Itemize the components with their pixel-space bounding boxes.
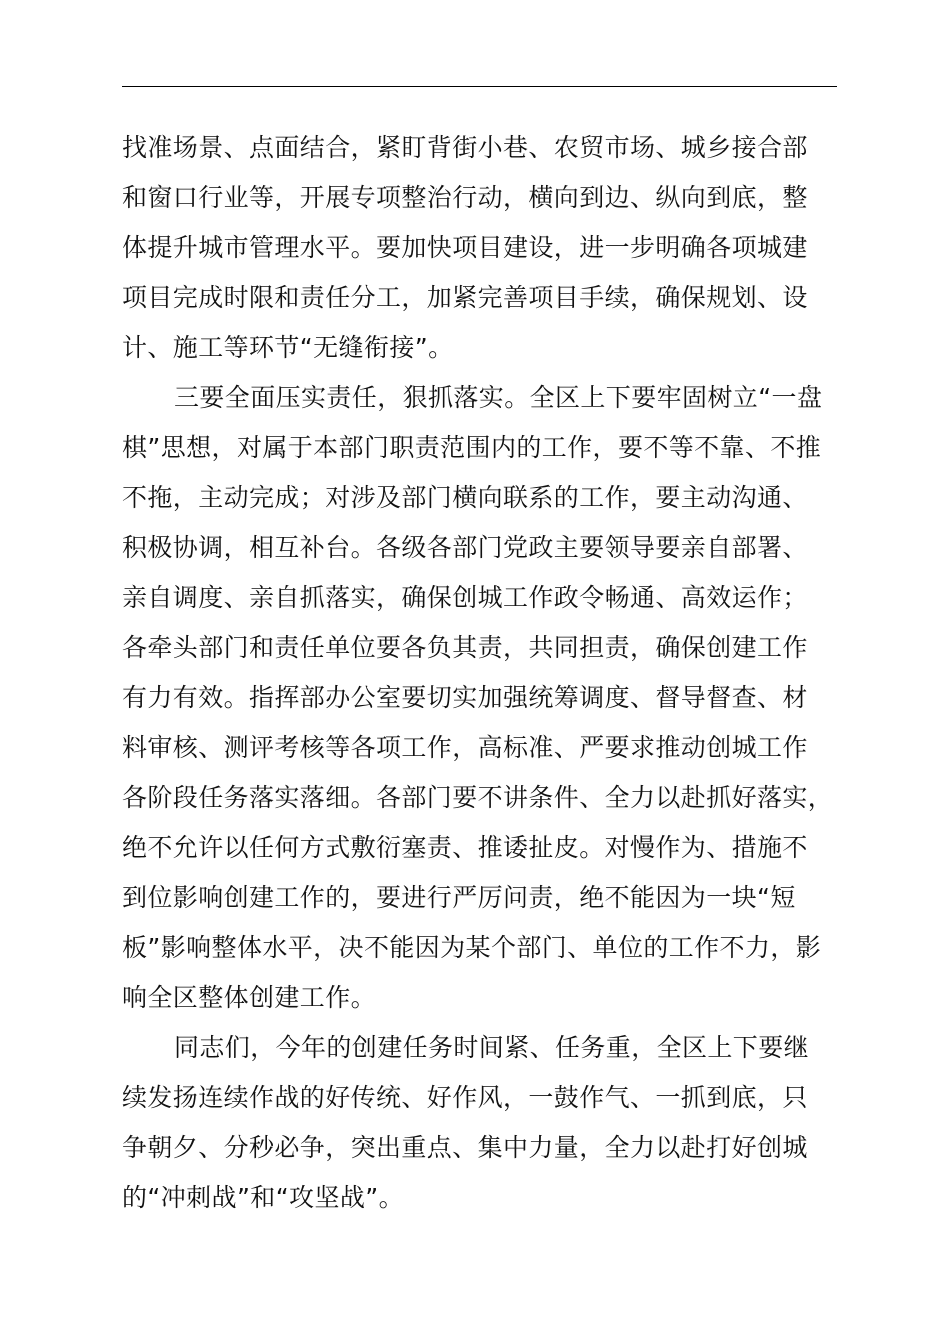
text-line: 找准场景、点面结合，紧盯背街小巷、农贸市场、城乡接合部 xyxy=(122,133,808,162)
text-line: 体提升城市管理水平。要加快项目建设，进一步明确各项城建 xyxy=(122,233,808,262)
text-line: 料审核、测评考核等各项工作，高标准、严要求推动创城工作 xyxy=(122,733,808,762)
header-rule xyxy=(122,86,837,87)
text-line: 各牵头部门和责任单位要各负其责，共同担责，确保创建工作 xyxy=(122,633,808,662)
text-line: 的“冲刺战”和“攻坚战”。 xyxy=(122,1183,405,1212)
paragraph-1 xyxy=(122,123,862,373)
text-line: 各阶段任务落实落细。各部门要不讲条件、全力以赴抓好落实， xyxy=(122,783,834,812)
document-body xyxy=(122,123,862,1223)
text-line: 到位影响创建工作的，要进行严厉问责，绝不能因为一块“短 xyxy=(122,883,796,912)
paragraph-2 xyxy=(122,373,862,1023)
text-line: 续发扬连续作战的好传统、好作风，一鼓作气、一抓到底，只 xyxy=(122,1083,808,1112)
paragraph-3 xyxy=(122,1023,862,1223)
text-line: 棋”思想，对属于本部门职责范围内的工作，要不等不靠、不推 xyxy=(122,433,822,462)
text-line: 板”影响整体水平，决不能因为某个部门、单位的工作不力，影 xyxy=(122,933,822,962)
text-line: 积极协调，相互补台。各级各部门党政主要领导要亲自部署、 xyxy=(122,533,808,562)
text-line: 亲自调度、亲自抓落实，确保创城工作政令畅通、高效运作； xyxy=(122,583,808,612)
text-line: 不拖，主动完成；对涉及部门横向联系的工作，要主动沟通、 xyxy=(122,483,808,512)
text-line: 响全区整体创建工作。 xyxy=(122,983,377,1012)
text-line: 有力有效。指挥部办公室要切实加强统筹调度、督导督查、材 xyxy=(122,683,808,712)
text-line: 三要全面压实责任，狠抓落实。全区上下要牢固树立“一盘 xyxy=(174,383,823,412)
text-line: 和窗口行业等，开展专项整治行动，横向到边、纵向到底，整 xyxy=(122,183,808,212)
text-line: 争朝夕、分秒必争，突出重点、集中力量，全力以赴打好创城 xyxy=(122,1133,808,1162)
text-line: 计、施工等环节“无缝衔接”。 xyxy=(122,333,454,362)
text-line: 绝不允许以任何方式敷衍塞责、推诿扯皮。对慢作为、措施不 xyxy=(122,833,808,862)
text-line: 同志们，今年的创建任务时间紧、任务重，全区上下要继 xyxy=(174,1033,810,1062)
text-line: 项目完成时限和责任分工，加紧完善项目手续，确保规划、设 xyxy=(122,283,808,312)
